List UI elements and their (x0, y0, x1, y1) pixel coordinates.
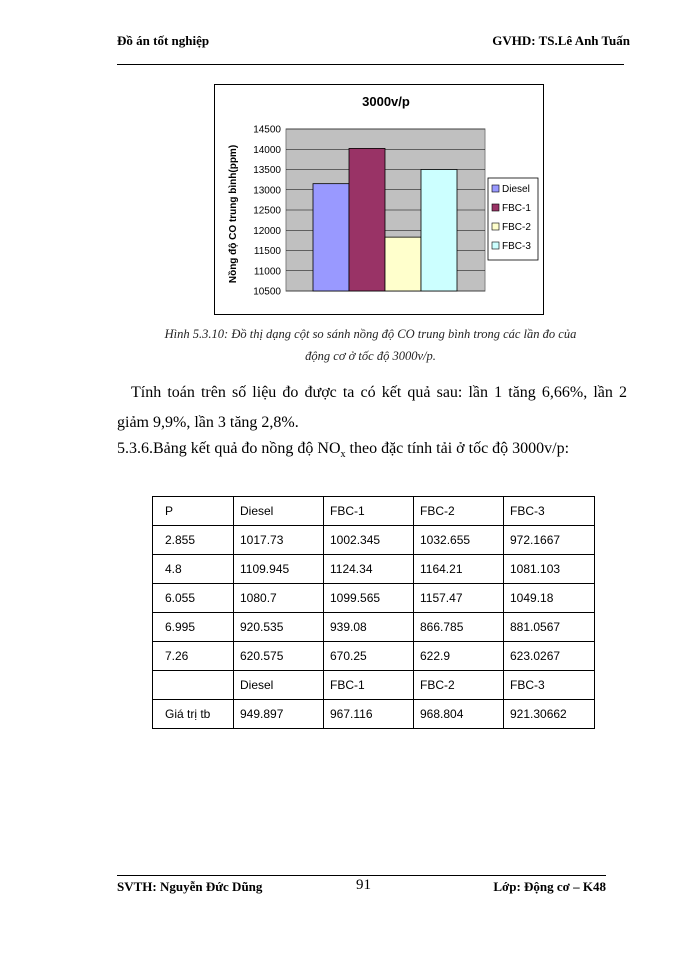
table-cell: 1032.655 (414, 526, 504, 555)
header-left: Đồ án tốt nghiệp (117, 33, 210, 48)
section-prefix: 5.3.6.Bảng kết quả đo nồng độ NO (117, 440, 341, 457)
table-cell: 670.25 (324, 642, 414, 671)
table-cell: FBC-2 (414, 497, 504, 526)
legend-swatch (492, 204, 499, 211)
table-cell: 4.8 (153, 555, 234, 584)
chart-title: 3000v/p (362, 94, 410, 109)
table-cell: 972.1667 (504, 526, 595, 555)
table-cell: FBC-1 (324, 497, 414, 526)
table-cell: 1002.345 (324, 526, 414, 555)
y-tick-label: 13500 (253, 165, 281, 176)
table-cell: 881.0567 (504, 613, 595, 642)
y-tick-label: 11500 (253, 246, 281, 257)
y-tick-label: 12500 (253, 205, 281, 217)
legend-label: Diesel (502, 184, 530, 195)
bar-diesel (313, 184, 349, 291)
table-cell: 1157.47 (414, 584, 504, 613)
bar-fbc-3 (421, 170, 457, 292)
co-bar-chart (214, 84, 544, 315)
y-tick-label: 14000 (253, 144, 281, 156)
y-tick-label: 11000 (253, 266, 281, 278)
table-cell: 920.535 (234, 613, 324, 642)
y-tick-label: 14500 (253, 124, 281, 136)
table-cell: 6.995 (153, 613, 234, 642)
y-axis-ticks (253, 125, 281, 298)
table-cell: FBC-1 (324, 671, 414, 700)
table-cell: 1099.565 (324, 584, 414, 613)
table-cell: 1080.7 (234, 584, 324, 613)
caption-line-2: động cơ ở tốc độ 3000v/p. (305, 349, 436, 363)
table-cell: 1109.945 (234, 555, 324, 584)
table-cell: 623.0267 (504, 642, 595, 671)
table-cell: 7.26 (153, 642, 234, 671)
table-cell: 967.116 (324, 700, 414, 729)
bar-fbc-1 (349, 148, 385, 291)
table-cell: 1049.18 (504, 584, 595, 613)
legend-swatch (492, 185, 499, 192)
caption-line-1: Hình 5.3.10: Đồ thị dạng cột so sánh nồng độ CO trung bình trong các lần đo của (164, 327, 577, 341)
table-cell: 968.804 (414, 700, 504, 729)
table-cell: Giá trị tb (153, 700, 234, 729)
table-cell: 939.08 (324, 613, 414, 642)
footer-student: SVTH: Nguyễn Đức Dũng (117, 879, 263, 894)
table-cell: Diesel (234, 671, 324, 700)
table-cell: 6.055 (153, 584, 234, 613)
bar-fbc-2 (385, 237, 421, 291)
section-suffix: theo đặc tính tải ở tốc độ 3000v/p: (345, 440, 570, 457)
table-row (153, 584, 595, 613)
header-right: GVHD: TS.Lê Anh Tuấn (492, 33, 630, 48)
table-row (153, 613, 595, 642)
table-cell: FBC-2 (414, 671, 504, 700)
header-rule (117, 64, 624, 65)
y-axis-label: Nồng độ CO trung bình(ppm) (228, 144, 239, 284)
table-cell: P (153, 497, 234, 526)
table-cell: 1081.103 (504, 555, 595, 584)
table-cell: FBC-3 (504, 497, 595, 526)
legend-label: FBC-3 (502, 241, 531, 252)
table-row (153, 555, 595, 584)
legend-label: FBC-1 (502, 203, 531, 214)
legend-swatch (492, 242, 499, 249)
page-number: 91 (356, 877, 371, 893)
table-row (153, 700, 595, 729)
figure-caption (117, 323, 624, 367)
section-subscript: x (340, 449, 346, 461)
table-row (153, 642, 595, 671)
table-row (153, 526, 595, 555)
table-cell: 1124.34 (324, 555, 414, 584)
table-cell: 866.785 (414, 613, 504, 642)
body-paragraph: Tính toán trên số liệu đo được ta có kết quả sau: lần 1 tăng 6,66%, lần 2 giảm 9,9%, lần 3 tăng 2,8%. (117, 384, 627, 431)
legend-swatch (492, 223, 499, 230)
table-cell: 1017.73 (234, 526, 324, 555)
chart-legend (488, 178, 538, 260)
table-cell: Diesel (234, 497, 324, 526)
table-cell: 949.897 (234, 700, 324, 729)
y-tick-label: 12000 (253, 225, 281, 237)
table-cell: 2.855 (153, 526, 234, 555)
footer-class: Lớp: Động cơ – K48 (493, 879, 606, 894)
table-cell (153, 671, 234, 700)
table-cell: 622.9 (414, 642, 504, 671)
chart-svg (214, 84, 544, 315)
table-row (153, 497, 595, 526)
table-cell: FBC-3 (504, 671, 595, 700)
table-cell: 921.30662 (504, 700, 595, 729)
table-cell: 620.575 (234, 642, 324, 671)
nox-table (152, 496, 595, 729)
section-heading (117, 440, 569, 460)
y-tick-label: 13000 (253, 185, 281, 197)
footer-rule (117, 875, 606, 876)
table-row (153, 671, 595, 700)
y-tick-label: 10500 (253, 286, 281, 298)
table-cell: 1164.21 (414, 555, 504, 584)
legend-label: FBC-2 (502, 222, 531, 233)
